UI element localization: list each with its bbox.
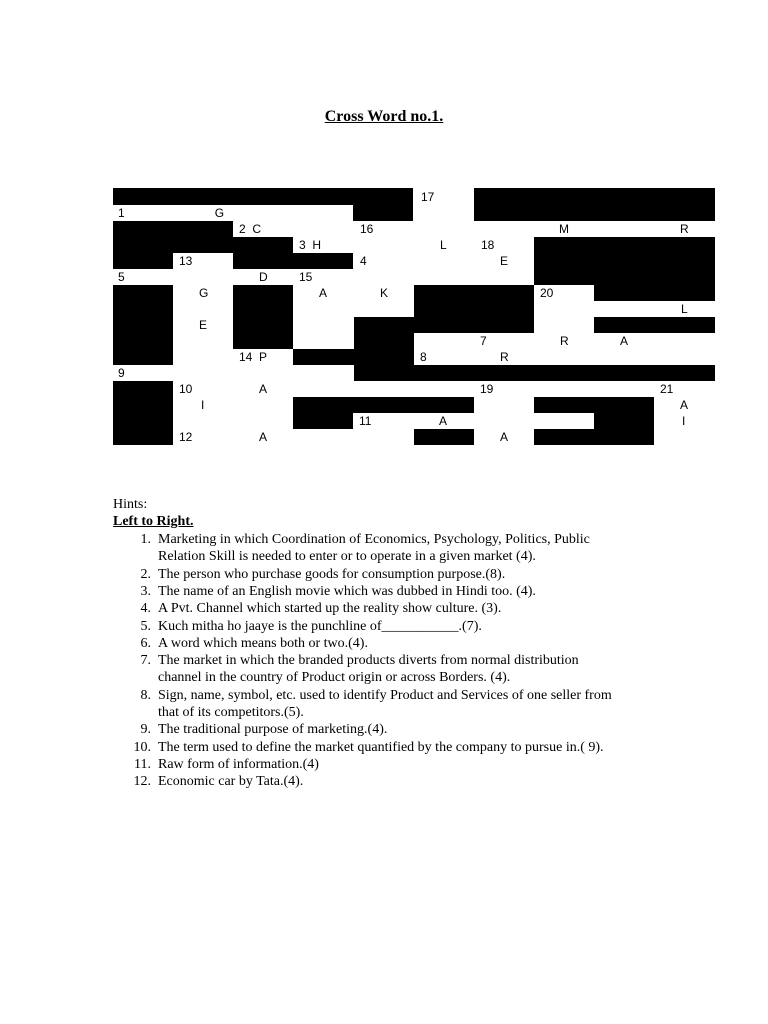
clue-text: Marketing in which Coordination of Economics, Psychology, Politics, Public Relation Skill is needed to enter or to operate in a given market (4). xyxy=(158,532,590,565)
clue-text: The market in which the branded products diverts from normal distribution channel in the country of Product origin or across Borders. (4). xyxy=(158,653,579,686)
clue-number: 17 xyxy=(421,190,435,204)
letter: M xyxy=(559,222,569,236)
clue-number: 15 xyxy=(299,270,313,284)
black-block xyxy=(414,429,474,445)
clue-item xyxy=(113,687,673,723)
clue-number: 8. xyxy=(140,688,151,703)
grid-row-text: 3 H xyxy=(299,238,322,252)
clue-item xyxy=(113,721,673,739)
hints-heading: Left to Right. xyxy=(113,514,194,529)
clue-text: The traditional purpose of marketing.(4). xyxy=(158,722,388,737)
letter: R xyxy=(680,222,689,236)
clue-item xyxy=(113,635,673,653)
black-block xyxy=(293,397,474,413)
clue-number: 5 xyxy=(118,270,125,284)
black-block xyxy=(414,285,534,301)
clue-number: 1. xyxy=(140,532,151,547)
clue-number: 8 xyxy=(420,350,427,364)
clue-item xyxy=(113,600,673,618)
clue-number: 20 xyxy=(540,286,554,300)
clue-number: 11. xyxy=(134,757,151,772)
clue-text: The person who purchase goods for consumption purpose.(8). xyxy=(158,567,506,582)
letter: A xyxy=(680,398,689,412)
clue-number: 18 xyxy=(481,238,495,252)
clue-number: 21 xyxy=(660,382,674,396)
black-block xyxy=(233,253,353,269)
clue-number: 11 xyxy=(359,414,372,428)
clue-item xyxy=(113,756,673,774)
letter: A xyxy=(500,430,509,444)
black-block xyxy=(534,237,715,285)
black-block xyxy=(534,397,654,413)
clue-item xyxy=(113,739,673,757)
black-block xyxy=(474,188,715,221)
letter: R xyxy=(500,350,509,364)
hints-label: Hints: xyxy=(113,497,148,512)
letter: E xyxy=(199,318,208,332)
clue-text: Raw form of information.(4) xyxy=(158,757,319,772)
letter: A xyxy=(259,382,268,396)
black-block xyxy=(414,301,474,317)
clue-item xyxy=(113,566,673,584)
clue-number: 9. xyxy=(140,722,151,737)
letter: I xyxy=(201,398,205,412)
clue-number: 2. xyxy=(140,567,151,582)
clue-number: 6 xyxy=(480,302,487,316)
crossword-grid xyxy=(113,188,715,445)
black-block xyxy=(113,381,173,445)
letter: A xyxy=(439,414,448,428)
clue-item xyxy=(113,618,673,636)
grid-row-text: 14 P xyxy=(239,350,268,364)
letter: I xyxy=(682,414,686,428)
black-block xyxy=(233,285,293,349)
clue-text: Kuch mitha ho jaaye is the punchline of___________.(7). xyxy=(158,619,482,634)
page-title: Cross Word no.1. xyxy=(324,108,444,125)
black-block xyxy=(354,365,715,381)
clue-text: The name of an English movie which was dubbed in Hindi too. (4). xyxy=(158,584,536,599)
clue-text: A word which means both or two.(4). xyxy=(158,636,368,651)
letter: R xyxy=(560,334,569,348)
black-block xyxy=(354,333,414,365)
clue-item xyxy=(113,652,673,688)
black-block xyxy=(113,237,293,253)
black-block xyxy=(594,285,715,301)
letter: K xyxy=(380,286,389,300)
black-block xyxy=(594,413,654,445)
clue-number: 9 xyxy=(118,366,125,380)
black-block xyxy=(113,285,173,365)
letter: G xyxy=(199,286,209,300)
letter: A xyxy=(319,286,328,300)
black-block xyxy=(354,317,534,333)
clue-text: The term used to define the market quantified by the company to pursue in.( 9). xyxy=(158,740,604,755)
clue-number: 19 xyxy=(480,382,494,396)
black-block xyxy=(594,317,715,333)
clue-number: 10. xyxy=(133,740,151,755)
clue-item xyxy=(113,583,673,601)
grid-row-text: 1 G xyxy=(118,206,225,220)
clue-number: 10 xyxy=(179,382,193,396)
clue-number: 6. xyxy=(140,636,151,651)
clue-number: 7 xyxy=(480,334,487,348)
letter: A xyxy=(259,430,268,444)
black-block xyxy=(293,413,353,429)
black-block xyxy=(113,188,413,205)
clue-number: 12. xyxy=(133,774,151,789)
letter: A xyxy=(620,334,629,348)
clue-number: 5. xyxy=(140,619,151,634)
clue-text: Economic car by Tata.(4). xyxy=(158,774,304,789)
letter: L xyxy=(681,302,688,316)
letter: D xyxy=(259,270,268,284)
black-block xyxy=(113,221,233,237)
grid-row-text: 2 C xyxy=(239,222,262,236)
clue-number: 12 xyxy=(179,430,193,444)
clue-text: A Pvt. Channel which started up the reality show culture. (3). xyxy=(158,601,502,616)
clue-number: 3. xyxy=(140,584,151,599)
black-block xyxy=(534,429,594,445)
clue-number: 4. xyxy=(140,601,151,616)
letter: E xyxy=(500,254,509,268)
clue-number: 13 xyxy=(179,254,193,268)
clue-text: Sign, name, symbol, etc. used to identify Product and Services of one seller from that of its competitors.(5). xyxy=(158,688,612,721)
black-block xyxy=(353,205,413,221)
clue-item xyxy=(113,531,673,567)
letter: L xyxy=(440,238,447,252)
clue-number: 4 xyxy=(360,254,367,268)
black-block xyxy=(113,253,173,269)
clue-number: 7. xyxy=(140,653,151,668)
clue-number: 16 xyxy=(360,222,374,236)
clue-item xyxy=(113,773,673,791)
